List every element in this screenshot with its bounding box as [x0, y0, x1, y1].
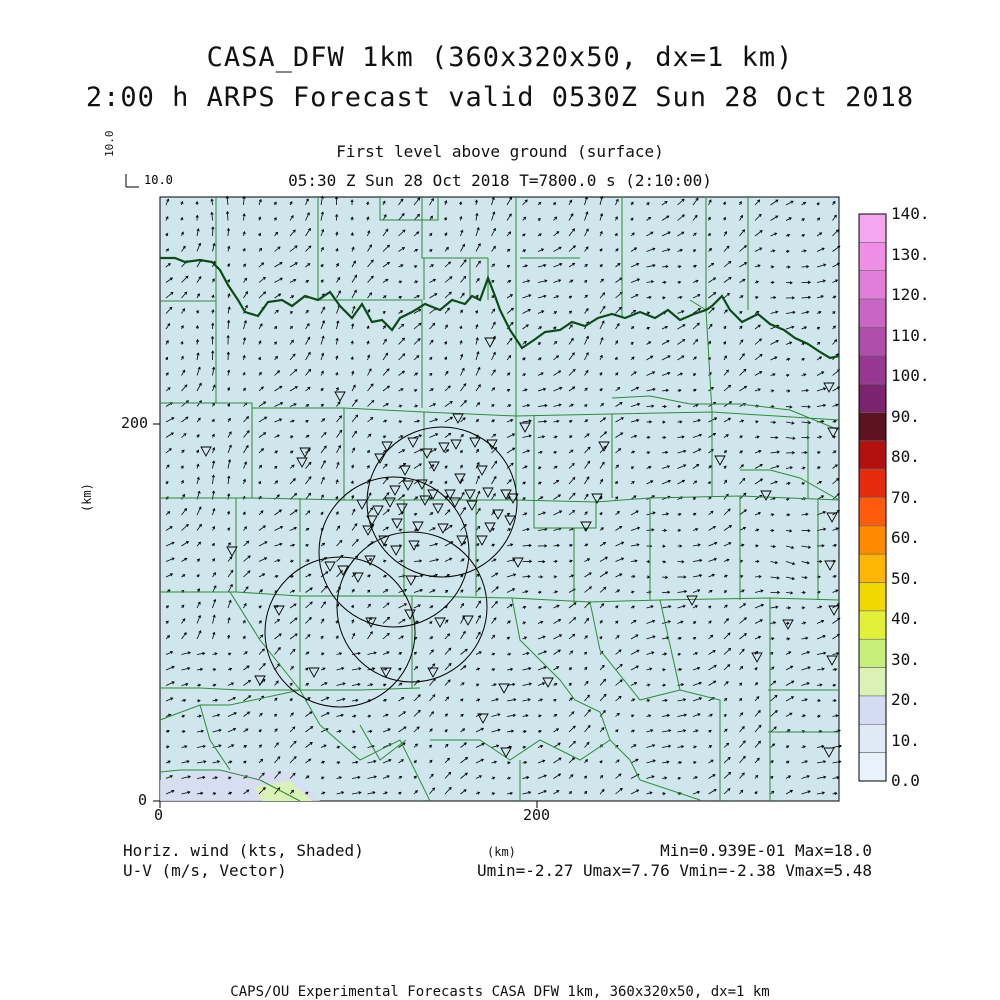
colorbar-bin [859, 242, 886, 270]
plot-title-line2: 2:00 h ARPS Forecast valid 0530Z Sun 28 Oct 2018 [85, 82, 915, 113]
uv-range-label: Umin=-2.27 Umax=7.76 Vmin=-2.38 Vmax=5.48 [477, 861, 872, 880]
colorbar-bin [859, 583, 886, 611]
colorbar-label: 120. [891, 285, 930, 304]
x-tick-0: 0 [154, 806, 164, 824]
x-axis-label: (km) [487, 845, 516, 859]
colorbar-bin [859, 696, 886, 724]
vector-ref-x-label: 10.0 [144, 173, 173, 187]
y-tick-0: 0 [138, 791, 148, 809]
colorbar-label: 70. [891, 487, 920, 507]
plot-area [160, 197, 839, 801]
colorbar-bin [859, 299, 886, 327]
colorbar-bin [859, 327, 886, 355]
colorbar-bin [859, 412, 886, 440]
colorbar-bin [859, 554, 886, 582]
plot-title-line1: CASA_DFW 1km (360x320x50, dx=1 km) [206, 42, 794, 73]
colorbar-label: 60. [891, 528, 920, 547]
y-tick-200: 200 [121, 414, 149, 432]
colorbar-label: 20. [891, 690, 920, 709]
colorbar-bin [859, 611, 886, 639]
y-axis-label: (km) [80, 483, 94, 512]
colorbar-label: 110. [891, 325, 930, 345]
colorbar-bin [859, 384, 886, 412]
x-tick-200: 200 [523, 806, 551, 824]
colorbar-bin [859, 753, 886, 781]
colorbar-bin [859, 668, 886, 696]
colorbar-label: 30. [891, 649, 920, 669]
colorbar-label: 130. [891, 244, 930, 264]
colorbar-bin [859, 526, 886, 554]
shaded-field-label: Horiz. wind (kts, Shaded) [123, 841, 364, 860]
min-max-label: Min=0.939E-01 Max=18.0 [660, 841, 872, 860]
vector-ref-y-label: 10.0 [103, 130, 116, 157]
colorbar-bin [859, 498, 886, 526]
colorbar-label: 80. [891, 447, 920, 466]
colorbar-bin [859, 441, 886, 469]
colorbar-bin [859, 214, 886, 242]
footer-credit: CAPS/OU Experimental Forecasts CASA DFW 1km, 360x320x50, dx=1 km [230, 984, 770, 1000]
colorbar-label: 90. [891, 406, 920, 426]
vector-field-label: U-V (m/s, Vector) [123, 861, 287, 880]
colorbar-bin [859, 724, 886, 752]
colorbar-label: 140. [891, 204, 930, 223]
colorbar [859, 214, 886, 781]
valid-time-label: 05:30 Z Sun 28 Oct 2018 T=7800.0 s (2:10:00) [288, 171, 712, 190]
colorbar-label: 0.0 [891, 771, 920, 790]
colorbar-bin [859, 356, 886, 384]
colorbar-label: 40. [891, 609, 920, 628]
colorbar-label: 10. [891, 730, 920, 750]
level-label: First level above ground (surface) [336, 142, 664, 161]
vector-reference-icon [126, 174, 139, 187]
colorbar-label: 100. [891, 366, 930, 385]
colorbar-bin [859, 639, 886, 667]
colorbar-label: 50. [891, 568, 920, 588]
colorbar-bin [859, 271, 886, 299]
colorbar-bin [859, 469, 886, 497]
